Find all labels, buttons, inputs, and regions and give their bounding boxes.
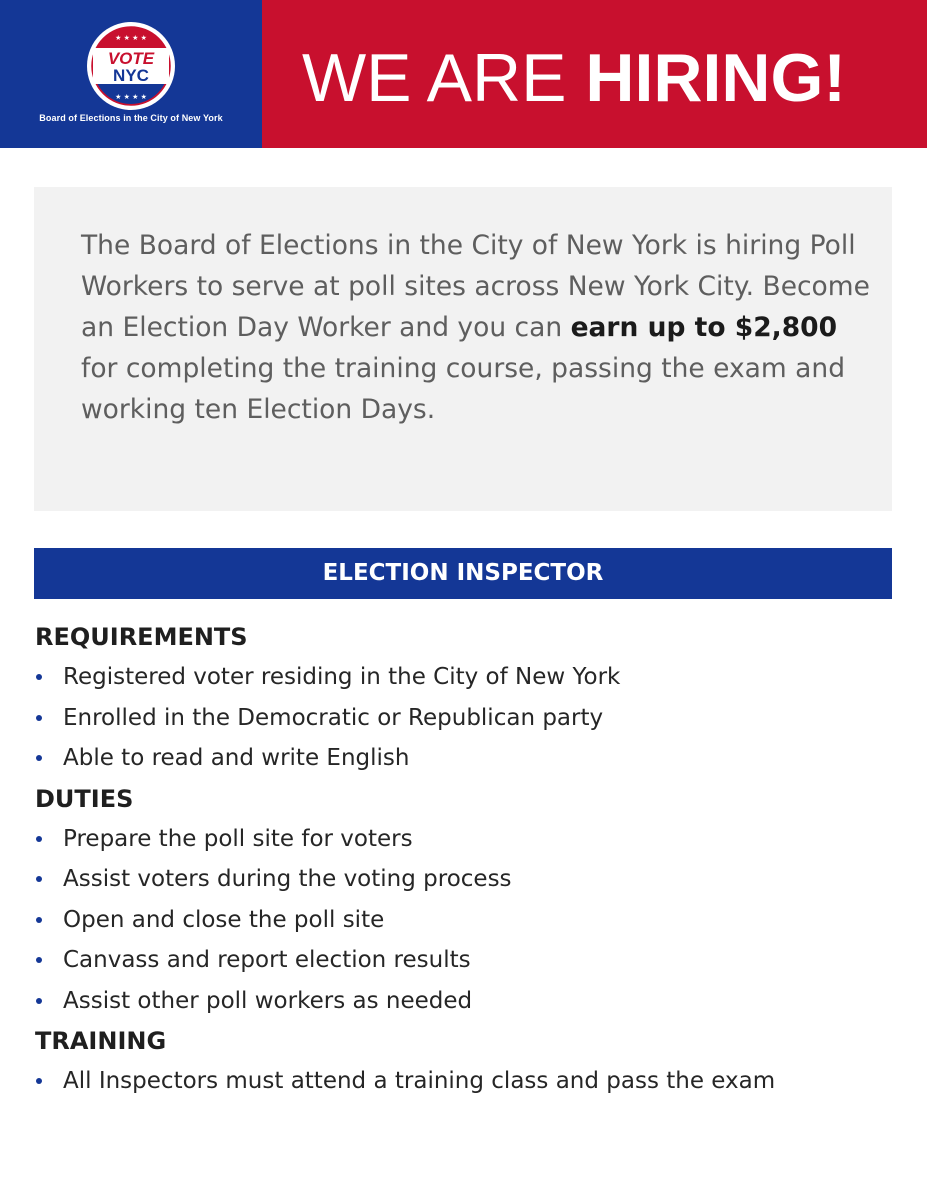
- hiring-title-bold: HIRING!: [585, 40, 847, 116]
- bullet-icon: [36, 836, 42, 842]
- list-item: [35, 900, 905, 941]
- list-item: [35, 657, 905, 698]
- vote-nyc-logo: [86, 21, 176, 111]
- bullet-icon: [36, 917, 42, 923]
- list-item: [35, 859, 905, 900]
- duties-list: [35, 819, 905, 1022]
- bullet-icon: [36, 1078, 42, 1084]
- training-list: [35, 1061, 905, 1102]
- bullet-icon: [36, 674, 42, 680]
- intro-earnings-highlight: earn up to $2,800: [570, 312, 838, 343]
- brand-panel: [0, 0, 262, 148]
- logo-text-vote: VOTE: [107, 49, 155, 68]
- list-item-text: Enrolled in the Democratic or Republican party: [63, 704, 604, 731]
- intro-text: [81, 225, 871, 430]
- list-item: [35, 698, 905, 739]
- list-item: [35, 981, 905, 1022]
- requirements-heading: REQUIREMENTS: [35, 623, 248, 651]
- list-item: [35, 1061, 905, 1102]
- header: [0, 0, 927, 148]
- org-name: Board of Elections in the City of New York: [39, 113, 223, 123]
- list-item: [35, 940, 905, 981]
- bullet-icon: [36, 876, 42, 882]
- section-banner-election-inspector: ELECTION INSPECTOR: [34, 548, 892, 599]
- job-details: [35, 617, 905, 1102]
- bullet-icon: [36, 755, 42, 761]
- list-item-text: Able to read and write English: [63, 745, 410, 771]
- intro-text-after: for completing the training course, passing the exam and working ten Election Days.: [81, 353, 846, 425]
- list-item-text: Assist other poll workers as needed: [63, 987, 473, 1014]
- bullet-icon: [36, 998, 42, 1004]
- intro-box: [34, 187, 892, 511]
- hiring-title: [302, 38, 846, 118]
- list-item: [35, 819, 905, 860]
- intro-text-before: The Board of Elections in the City of New York is hiring Poll Workers to serve at poll sites across New York City. Become an Election Day Worker and you can: [81, 230, 870, 343]
- list-item-text: Registered voter residing in the City of New York: [63, 664, 621, 690]
- training-heading: TRAINING: [35, 1027, 167, 1055]
- svg-text:★ ★ ★ ★: ★ ★ ★ ★: [115, 34, 147, 42]
- list-item-text: Open and close the poll site: [63, 906, 385, 933]
- bullet-icon: [36, 715, 42, 721]
- hiring-panel: [262, 0, 927, 148]
- bullet-icon: [36, 957, 42, 963]
- logo-text-nyc: NYC: [113, 66, 149, 85]
- requirements-list: [35, 657, 905, 779]
- svg-text:★ ★ ★ ★: ★ ★ ★ ★: [115, 93, 147, 101]
- list-item: [35, 738, 905, 779]
- list-item-text: Assist voters during the voting process: [63, 866, 512, 892]
- list-item-text: All Inspectors must attend a training class and pass the exam: [63, 1068, 776, 1094]
- list-item-text: Prepare the poll site for voters: [63, 825, 413, 852]
- hiring-title-regular: WE ARE: [302, 40, 586, 116]
- list-item-text: Canvass and report election results: [63, 947, 471, 973]
- duties-heading: DUTIES: [35, 784, 134, 813]
